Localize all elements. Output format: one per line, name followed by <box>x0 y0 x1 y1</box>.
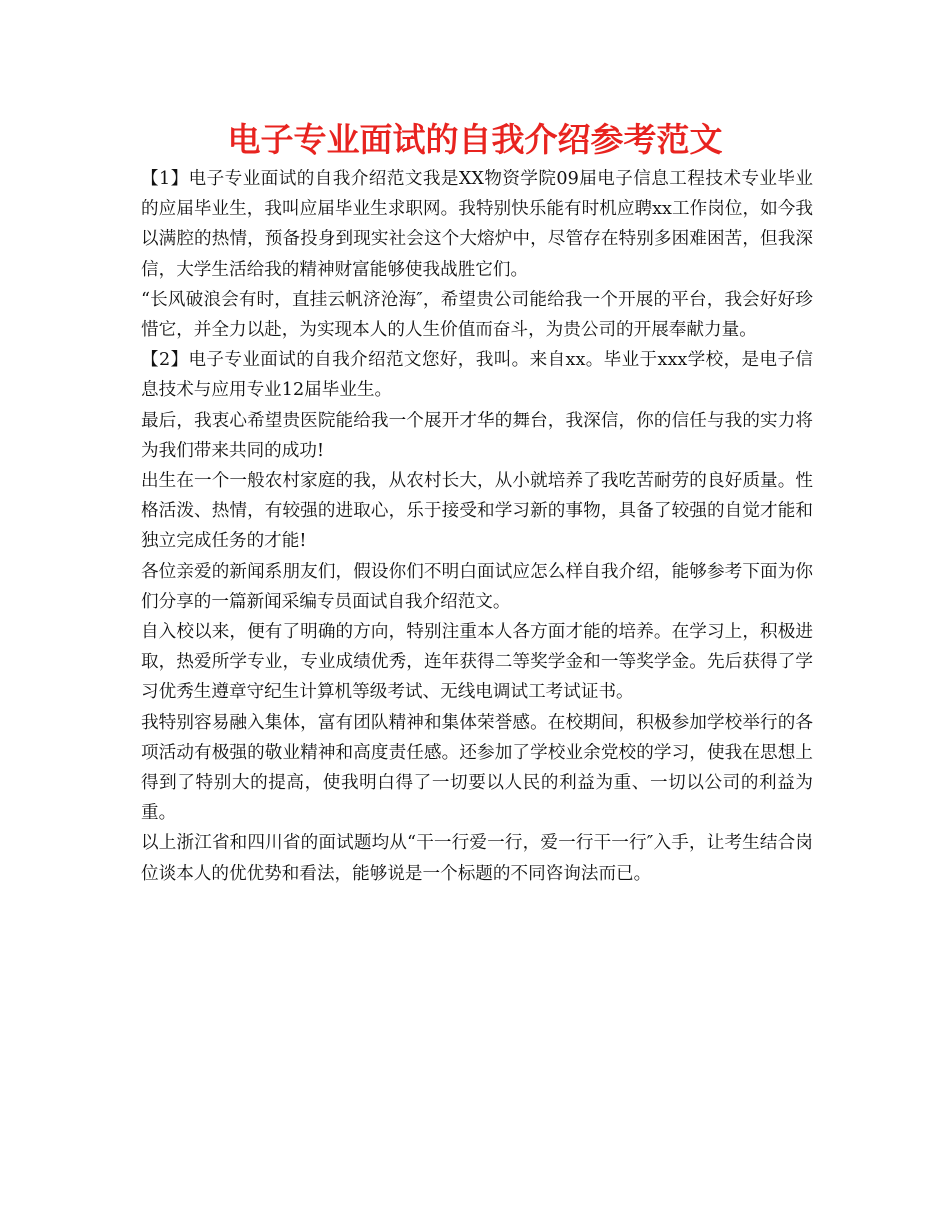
paragraph-7: 自入校以来，便有了明确的方向，特别注重本人各方面才能的培养。在学习上，积极进取，热爱所学专业，专业成绩优秀，连年获得二等奖学金和一等奖学金。先后获得了学习优秀生遵章守纪生计算机等级考试、无线电调试工考试证书。 <box>141 622 813 703</box>
paragraph-3: 【2】电子专业面试的自我介绍范文您好，我叫。来自xx。毕业于xxx学校，是电子信息技术与应用专业12届毕业生。 <box>141 350 813 401</box>
paragraph-1: 【1】电子专业面试的自我介绍范文我是XX物资学院09届电子信息工程技术专业毕业的应届毕业生，我叫应届毕业生求职网。我特别快乐能有时机应聘xx工作岗位，如今我以满腔的热情，预备投身到现实社会这个大熔炉中，尽管存在特别多困难困苦，但我深信，大学生活给我的精神财富能够使我战胜它们。 <box>141 169 813 280</box>
paragraph-2: “长风破浪会有时，直挂云帆济沧海″，希望贵公司能给我一个开展的平台，我会好好珍惜它，并全力以赴，为实现本人的人生价值而奋斗，为贵公司的开展奉献力量。 <box>141 289 813 341</box>
paragraph-4: 最后，我衷心希望贵医院能给我一个展开才华的舞台，我深信，你的信任与我的实力将为我们带来共同的成功! <box>141 410 813 461</box>
paragraph-5: 出生在一个一般农村家庭的我，从农村长大，从小就培养了我吃苦耐劳的良好质量。性格活泼、热情，有较强的进取心，乐于接受和学习新的事物，具备了较强的自觉才能和独立完成任务的才能! <box>141 471 813 552</box>
paragraph-8: 我特别容易融入集体，富有团队精神和集体荣誉感。在校期间，积极参加学校举行的各项活动有极强的敬业精神和高度责任感。还参加了学校业余党校的学习，使我在思想上得到了特别大的提高，使我明白得了一切要以人民的利益为重、一切以公司的利益为重。 <box>141 712 813 824</box>
paragraph-9: 以上浙江省和四川省的面试题均从“干一行爱一行，爱一行干一行″入手，让考生结合岗位谈本人的优优势和看法，能够说是一个标题的不同咨询法而已。 <box>141 833 813 884</box>
paragraph-6: 各位亲爱的新闻系朋友们，假设你们不明白面试应怎么样自我介绍，能够参考下面为你们分享的一篇新闻采编专员面试自我介绍范文。 <box>141 561 813 612</box>
document-title: 电子专业面试的自我介绍参考范文 <box>227 120 723 159</box>
document-body <box>141 164 813 889</box>
